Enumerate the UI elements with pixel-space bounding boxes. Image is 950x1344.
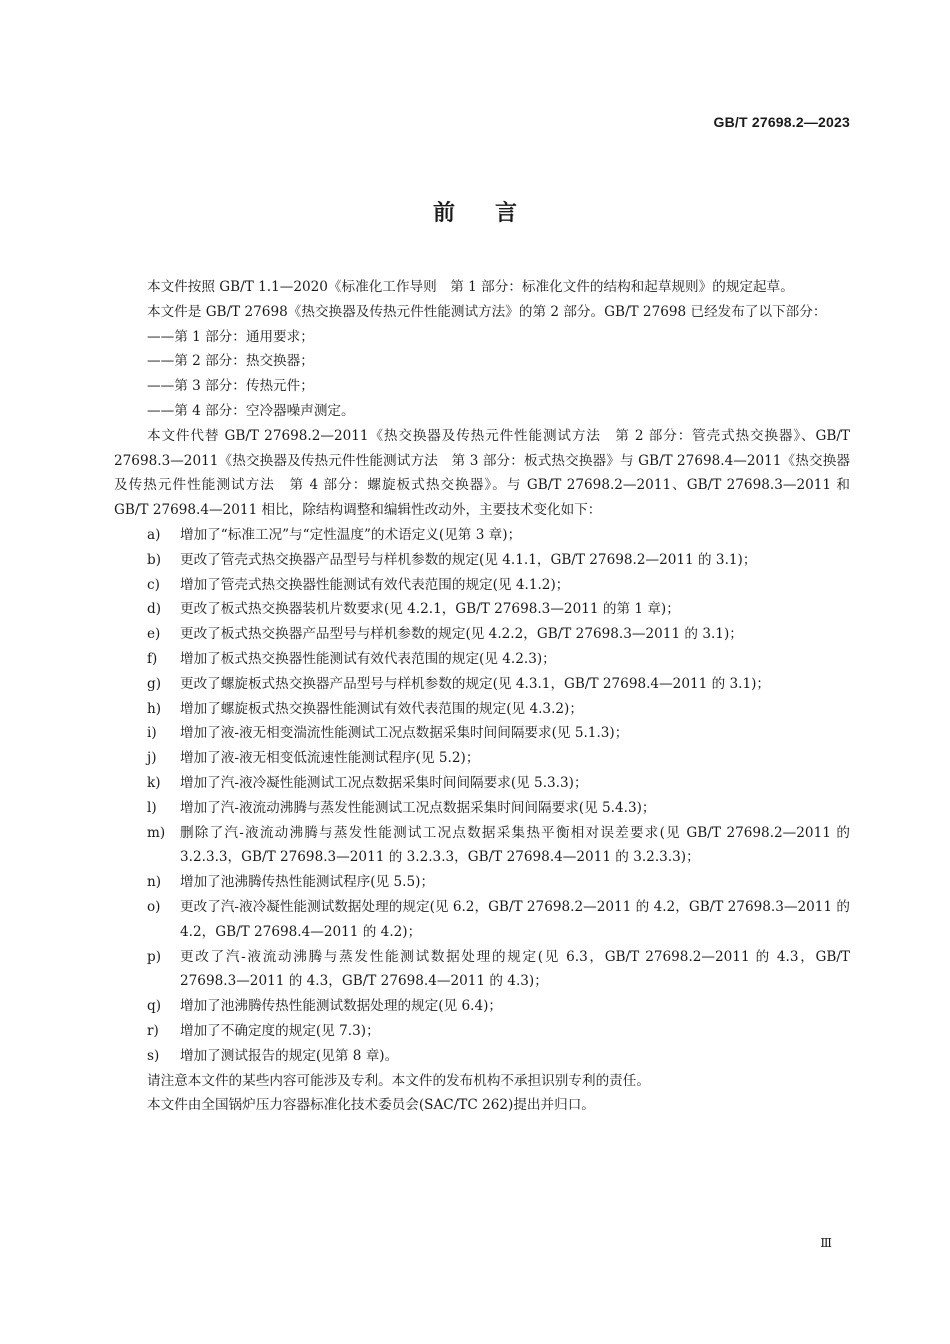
change-item-text: 增加了螺旋板式热交换器性能测试有效代表范围的规定(见 4.3.2)；	[180, 700, 583, 717]
change-item-label: m)	[147, 824, 166, 841]
change-item-label: f)	[147, 650, 158, 667]
change-item	[114, 597, 850, 622]
change-item-text: 增加了测试报告的规定(见第 8 章)。	[180, 1047, 399, 1064]
change-item	[114, 1044, 850, 1069]
change-item-label: i)	[147, 725, 157, 742]
change-item-text: 删除了汽-液流动沸腾与蒸发性能测试工况点数据采集热平衡相对误差要求(见 GB/T 27698.2—2011 的 3.2.3.3，GB/T 27698.3—2011 的 3.2.3.3，GB/T 27698.4—2011 的 3.2.3.3)；	[180, 824, 850, 866]
part-item: ——第 3 部分：传热元件；	[147, 378, 314, 395]
change-item-label: p)	[147, 948, 162, 965]
change-item	[114, 796, 850, 821]
change-item-label: c)	[147, 576, 160, 593]
change-item-label: o)	[147, 898, 161, 915]
change-item-label: b)	[147, 551, 162, 568]
change-item-label: n)	[147, 874, 162, 891]
change-item	[114, 945, 850, 995]
change-item	[114, 721, 850, 746]
change-item-text: 更改了汽-液冷凝性能测试数据处理的规定(见 6.2，GB/T 27698.2—2011 的 4.2，GB/T 27698.3—2011 的 4.2，GB/T 27698.4—2011 的 4.2)；	[180, 898, 850, 940]
change-item-text: 增加了“标准工况”与“定性温度”的术语定义(见第 3 章)；	[180, 526, 522, 543]
change-item	[114, 746, 850, 771]
paragraph: 请注意本文件的某些内容可能涉及专利。本文件的发布机构不承担识别专利的责任。	[147, 1072, 650, 1089]
change-item-label: r)	[147, 1022, 159, 1039]
paragraph: 本文件代替 GB/T 27698.2—2011《热交换器及传热元件性能测试方法 第 2 部分：管壳式热交换器》、GB/T 27698.3—2011《热交换器及传热元件性能测试方法 第 3 部分：板式热交换器》与 GB/T 27698.4—2011《热交换器及传热元件性能测试方法 第 4 部分：螺旋板式热交换器》。与 GB/T 27698.2—2011、GB/T 27698.3—2011 和 GB/T 27698.4—2011 相比，除结构调整和编辑性改动外，主要技术变化如下：	[114, 427, 850, 519]
change-item	[114, 895, 850, 945]
change-item	[114, 523, 850, 548]
change-item	[114, 672, 850, 697]
change-item-text: 增加了板式热交换器性能测试有效代表范围的规定(见 4.2.3)；	[180, 650, 556, 667]
change-item-text: 增加了液-液无相变湍流性能测试工况点数据采集时间间隔要求(见 5.1.3)；	[180, 725, 629, 742]
change-item	[114, 1019, 850, 1044]
part-item: ——第 2 部分：热交换器；	[147, 353, 314, 370]
change-item-text: 更改了板式热交换器装机片数要求(见 4.2.1，GB/T 27698.3—2011 的第 1 章)；	[180, 601, 680, 618]
change-item-label: l)	[147, 799, 157, 816]
change-item	[114, 697, 850, 722]
change-item-text: 更改了管壳式热交换器产品型号与样机参数的规定(见 4.1.1，GB/T 27698.2—2011 的 3.1)；	[180, 551, 757, 568]
standard-number: GB/T 27698.2—2023	[713, 114, 850, 130]
paragraph: 本文件按照 GB/T 1.1—2020《标准化工作导则 第 1 部分：标准化文件的结构和起草规则》的规定起草。	[147, 279, 794, 295]
paragraph: 本文件是 GB/T 27698《热交换器及传热元件性能测试方法》的第 2 部分。GB/T 27698 已经发布了以下部分：	[147, 303, 827, 320]
page-number: Ⅲ	[820, 1236, 832, 1250]
changes-list	[114, 523, 850, 1069]
change-item-label: h)	[147, 700, 162, 717]
change-item	[114, 821, 850, 871]
change-item-text: 增加了汽-液流动沸腾与蒸发性能测试工况点数据采集时间间隔要求(见 5.4.3)；	[180, 799, 656, 816]
change-item	[114, 771, 850, 796]
change-item-label: e)	[147, 626, 161, 643]
change-item-label: k)	[147, 774, 161, 791]
change-item	[114, 622, 850, 647]
change-item-label: g)	[147, 675, 162, 692]
change-item-label: a)	[147, 526, 161, 543]
change-item-text: 增加了池沸腾传热性能测试数据处理的规定(见 6.4)；	[180, 998, 503, 1015]
change-item	[114, 647, 850, 672]
part-item: ——第 4 部分：空冷器噪声测定。	[147, 402, 355, 419]
change-item-label: j)	[147, 750, 157, 767]
paragraph: 本文件由全国锅炉压力容器标准化技术委员会(SAC/TC 262)提出并归口。	[147, 1097, 595, 1114]
part-item: ——第 1 部分：通用要求；	[147, 328, 314, 345]
change-item-text: 增加了池沸腾传热性能测试程序(见 5.5)；	[180, 874, 435, 891]
change-item-label: q)	[147, 998, 162, 1015]
change-item-text: 增加了汽-液冷凝性能测试工况点数据采集时间间隔要求(见 5.3.3)；	[180, 774, 588, 791]
change-item	[114, 994, 850, 1019]
page-title: 前言	[432, 201, 557, 226]
change-item-text: 增加了不确定度的规定(见 7.3)；	[180, 1022, 380, 1039]
change-item-text: 更改了螺旋板式热交换器产品型号与样机参数的规定(见 4.3.1，GB/T 27698.4—2011 的 3.1)；	[180, 675, 771, 692]
change-item-text: 增加了管壳式热交换器性能测试有效代表范围的规定(见 4.1.2)；	[180, 576, 570, 593]
change-item	[114, 870, 850, 895]
change-item	[114, 548, 850, 573]
change-item-label: d)	[147, 601, 162, 618]
change-item-text: 更改了板式热交换器产品型号与样机参数的规定(见 4.2.2，GB/T 27698.3—2011 的 3.1)；	[180, 626, 743, 643]
change-item	[114, 573, 850, 598]
change-item-text: 更改了汽-液流动沸腾与蒸发性能测试数据处理的规定(见 6.3，GB/T 27698.2—2011 的 4.3，GB/T 27698.3—2011 的 4.3，GB/T 27698.4—2011 的 4.3)；	[180, 948, 850, 990]
change-item-label: s)	[147, 1047, 160, 1064]
change-item-text: 增加了液-液无相变低流速性能测试程序(见 5.2)；	[180, 750, 480, 767]
foreword-body	[114, 275, 850, 1118]
